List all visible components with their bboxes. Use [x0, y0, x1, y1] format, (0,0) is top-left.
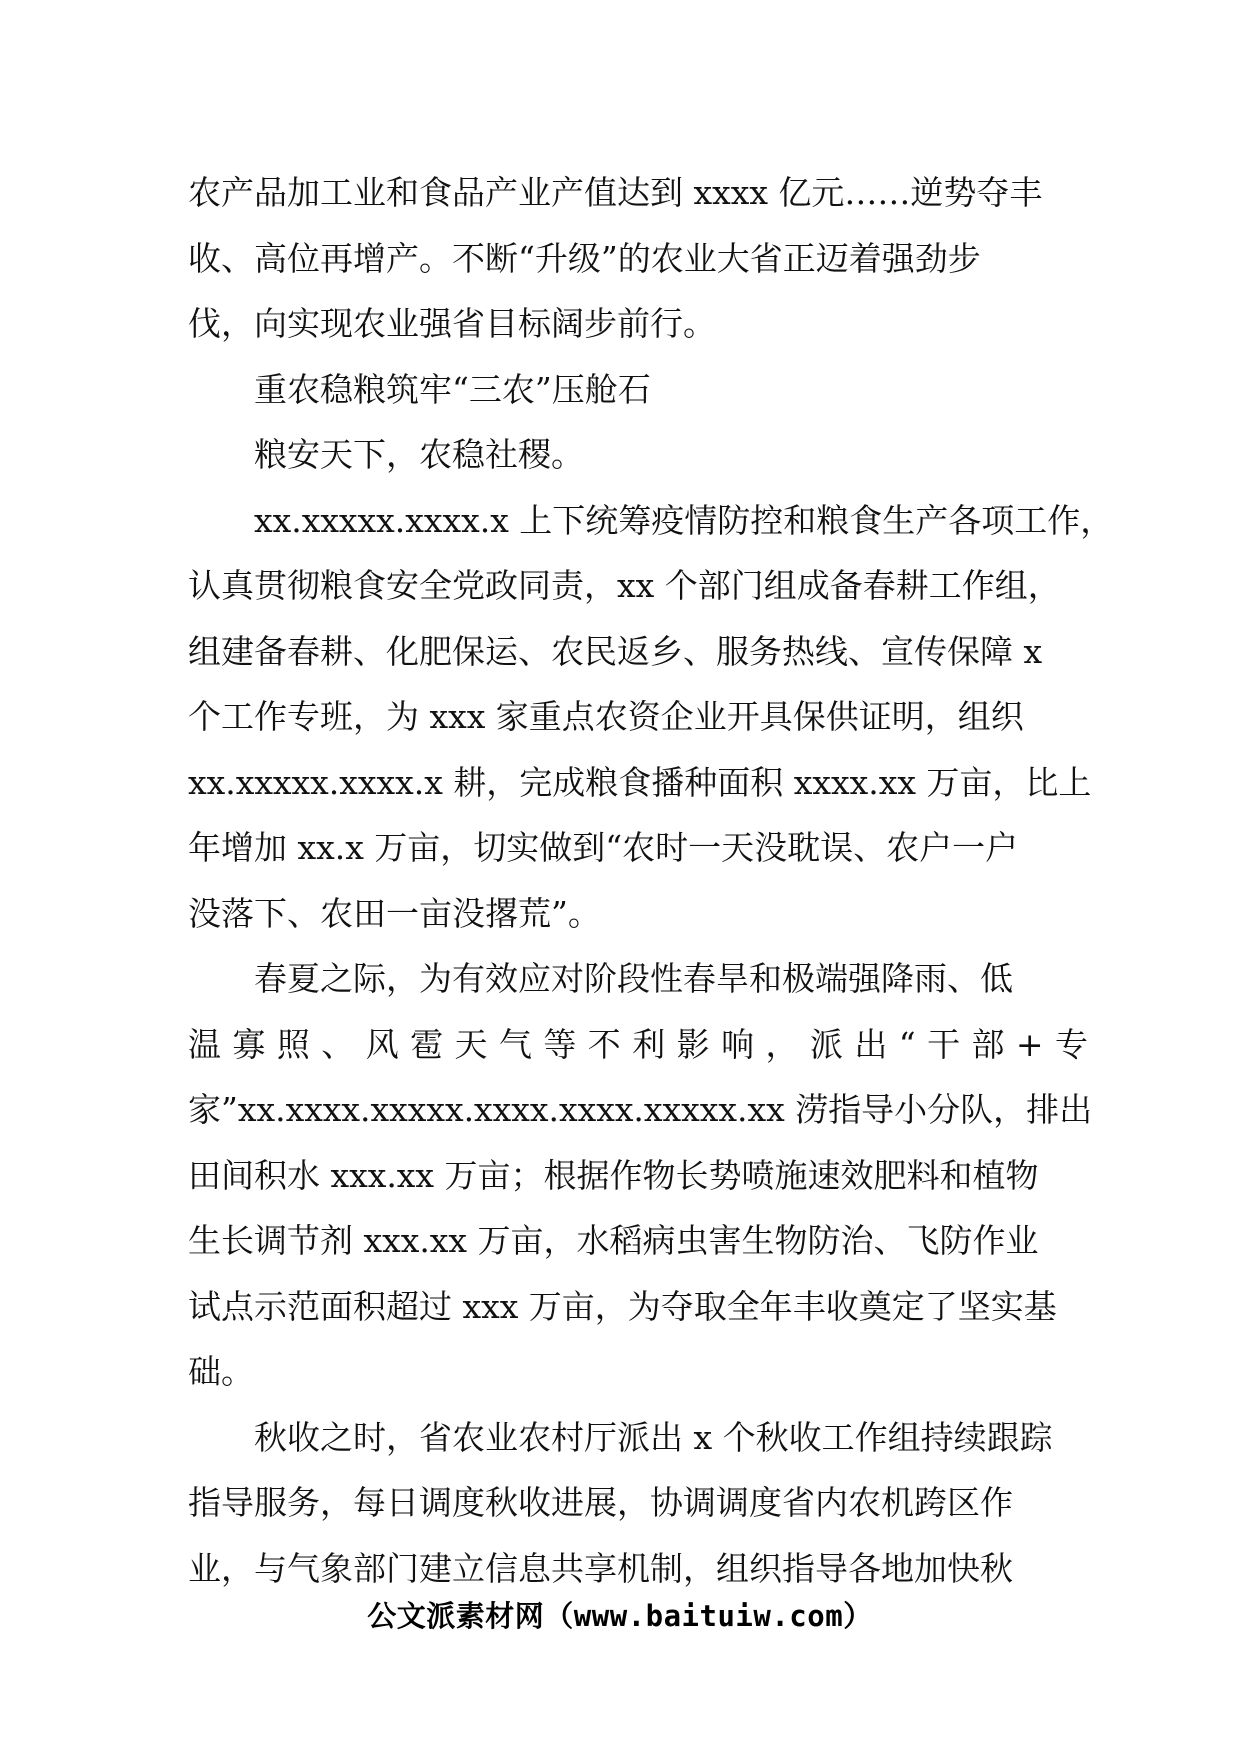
text-line: 础。 — [188, 1352, 254, 1391]
text-line: 田间积水 xxx.xx 万亩；根据作物长势喷施速效肥料和植物 — [188, 1155, 1039, 1195]
text-line: 个工作专班，为 xxx 家重点农资企业开具保供证明，组织 — [188, 697, 1024, 736]
text-line: 没落下、农田一亩没撂荒”。 — [188, 893, 601, 933]
document-body — [188, 160, 1114, 1601]
page-footer-watermark: 公文派素材网（www.baituiw.com） — [367, 1599, 873, 1633]
text-line: 收、高位再增产。不断“升级”的农业大省正迈着强劲步 — [188, 238, 981, 278]
text-line: 认真贯彻粮食安全党政同责，xx 个部门组成备春耕工作组， — [188, 566, 1061, 605]
text-line: xx.xxxxx.xxxx.x 上下统筹疫情防控和粮食生产各项工作， — [254, 500, 1114, 540]
text-line: 生长调节剂 xxx.xx 万亩，水稻病虫害生物防治、飞防作业 — [188, 1221, 1039, 1260]
text-line: 春夏之际，为有效应对阶段性春旱和极端强降雨、低 — [254, 959, 1013, 998]
text-line: 指导服务，每日调度秋收进展，协调调度省内农机跨区作 — [188, 1483, 1013, 1522]
text-line: 秋收之时，省农业农村厅派出 x 个秋收工作组持续跟踪 — [254, 1417, 1053, 1457]
text-line: 业，与气象部门建立信息共享机制，组织指导各地加快秋 — [188, 1548, 1013, 1588]
text-line: 家”xx.xxxx.xxxxx.xxxx.xxxx.xxxxx.xx 涝指导小分队，排出 — [188, 1090, 1093, 1129]
text-line: 年增加 xx.x 万亩，切实做到“农时一天没耽误、农户一户 — [188, 828, 1019, 867]
text-line: xx.xxxxx.xxxx.x 耕，完成粮食播种面积 xxxx.xx 万亩，比上 — [188, 762, 1092, 802]
text-line: 试点示范面积超过 xxx 万亩，为夺取全年丰收奠定了坚实基 — [188, 1286, 1057, 1326]
text-line: 粮安天下，农稳社稷。 — [254, 435, 584, 474]
section-heading: 重农稳粮筑牢“三农”压舱石 — [254, 369, 651, 409]
text-line: 伐，向实现农业强省目标阔步前行。 — [188, 304, 716, 343]
text-line: 农产品加工业和食品产业产值达到 xxxx 亿元……逆势夺丰 — [188, 173, 1043, 212]
text-line: 组建备春耕、化肥保运、农民返乡、服务热线、宣传保障 x — [188, 631, 1043, 671]
text-line: 温寡照、风雹天气等不利影响，派出“干部+专 — [188, 1024, 1088, 1064]
